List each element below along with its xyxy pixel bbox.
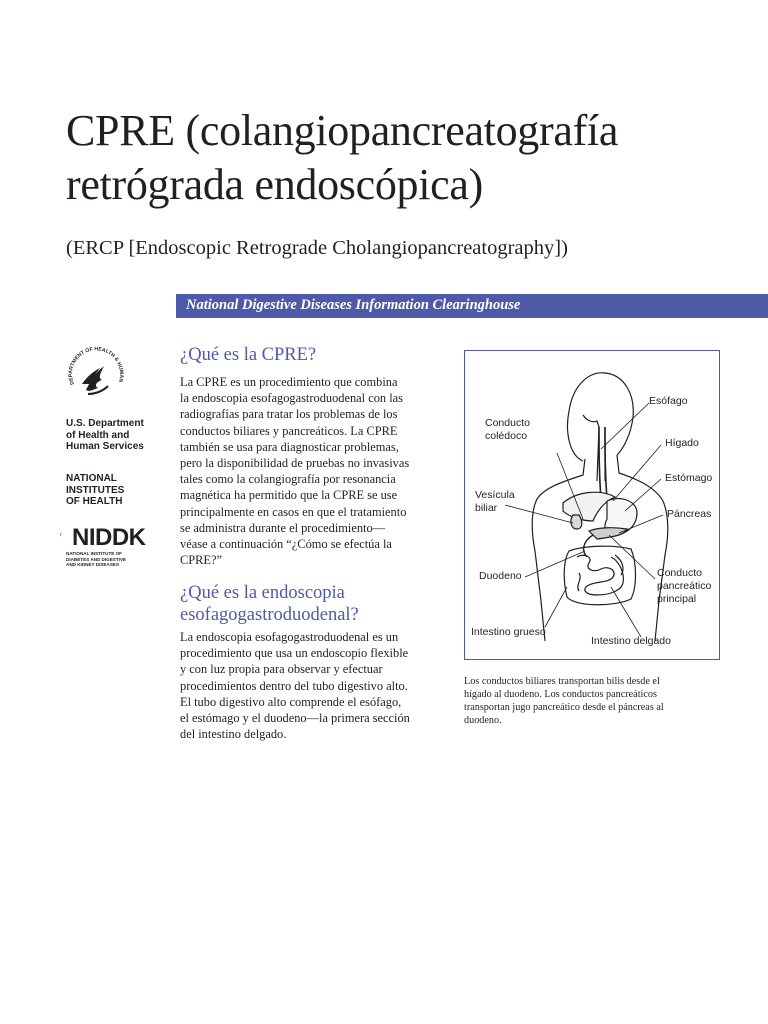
hhs-line-2: of Health and [66,429,130,441]
label-esofago: Esófago [649,395,688,407]
hhs-seal-text: DEPARTMENT OF HEALTH & HUMAN [67,346,125,386]
anatomy-figure [464,350,720,660]
paragraph-line: pero la disponibilidad de pruebas no invasivas [180,456,410,471]
label-conducto-pancreatico: Conducto pancreático principal [657,567,712,605]
paragraph-line: la endoscopia esofagogastroduodenal con las [180,391,403,406]
caption-line: duodeno. [464,715,502,726]
label-intestino-delgado: Intestino delgado [591,635,671,647]
niddk-sub-1: NATIONAL INSTITUTE OF [66,551,122,556]
hhs-seal-logo [64,344,128,408]
label-pancreas: Páncreas [667,508,712,520]
paragraph-line: tales como la colangiografía por resonancia [180,472,396,487]
section-2-heading: ¿Qué es la endoscopia esofagogastroduodenal? [180,583,359,625]
paragraph-line: radiografías para tratar los problemas de los [180,407,398,422]
section-2-body [180,629,410,742]
banner-text: National Digestive Diseases Information Clearinghouse [186,297,521,313]
section-1-body [180,374,410,568]
title-line-1: CPRE (colangiopancreatografía [66,106,619,155]
title-line-2: retrógrada endoscópica) [66,160,483,209]
paragraph-line: véase a continuación “¿Cómo se efectúa la [180,537,392,552]
clearinghouse-banner [176,294,768,318]
niddk-full-name [66,551,156,568]
label-estomago: Estómago [665,472,713,484]
nih-name [66,473,166,508]
niddk-sub-3: AND KIDNEY DISEASES [66,562,120,567]
paragraph-line: y con luz propia para observar y efectuar [180,662,383,677]
caption-line: hígado al duodeno. Los conductos pancreáticos [464,689,657,700]
nih-line-1: NATIONAL [66,473,117,484]
niddk-wordmark: NIDDK [72,524,146,551]
paragraph-line: el estómago y el duodeno—la primera sección [180,711,410,726]
paragraph-line: El tubo digestivo alto comprende el esófago, [180,694,402,709]
nih-line-2: INSTITUTES [66,484,125,496]
paragraph-line: también se usa para diagnosticar problemas, [180,439,399,454]
label-higado: Hígado [665,437,699,449]
page-subtitle: (ERCP [Endoscopic Retrograde Cholangiopancreatography]) [66,237,568,259]
paragraph-line: CPRE?” [180,553,222,568]
hhs-line-3: Human Services [66,441,144,452]
niddk-sub-2: DIABETES AND DIGESTIVE [66,556,127,562]
hhs-name [66,418,166,453]
paragraph-line: del intestino delgado. [180,727,287,742]
paragraph-line: se administra durante el procedimiento— [180,520,386,535]
nih-line-3: OF HEALTH [66,496,123,507]
section-1-heading: ¿Qué es la CPRE? [180,345,317,365]
label-vesicula-biliar: Vesícula biliar [475,489,515,514]
paragraph-line: La CPRE es un procedimiento que combina [180,375,398,389]
label-duodeno: Duodeno [479,570,522,582]
paragraph-line: principalmente en casos en que el tratamiento [180,504,407,519]
label-intestino-grueso: Intestino grueso [471,626,546,638]
figure-caption [464,675,734,727]
paragraph-line: La endoscopia esofagogastroduodenal es un [180,630,399,644]
caption-line: transportan jugo pancreático desde el páncreas al [464,702,664,713]
paragraph-line: conductos biliares y pancreáticos. La CPRE [180,423,398,438]
page-title [66,104,756,212]
paragraph-line: procedimientos dentro del tubo digestivo alto. [180,678,408,693]
label-conducto-coledoco: Conducto colédoco [485,417,530,442]
caption-line: Los conductos biliares transportan bilis desde el [464,676,660,687]
paragraph-line: magnética ha permitido que la CPRE se use [180,488,398,503]
paragraph-line: procedimiento que usa un endoscopio flexible [180,646,409,661]
hhs-line-1: U.S. Department [66,418,144,429]
